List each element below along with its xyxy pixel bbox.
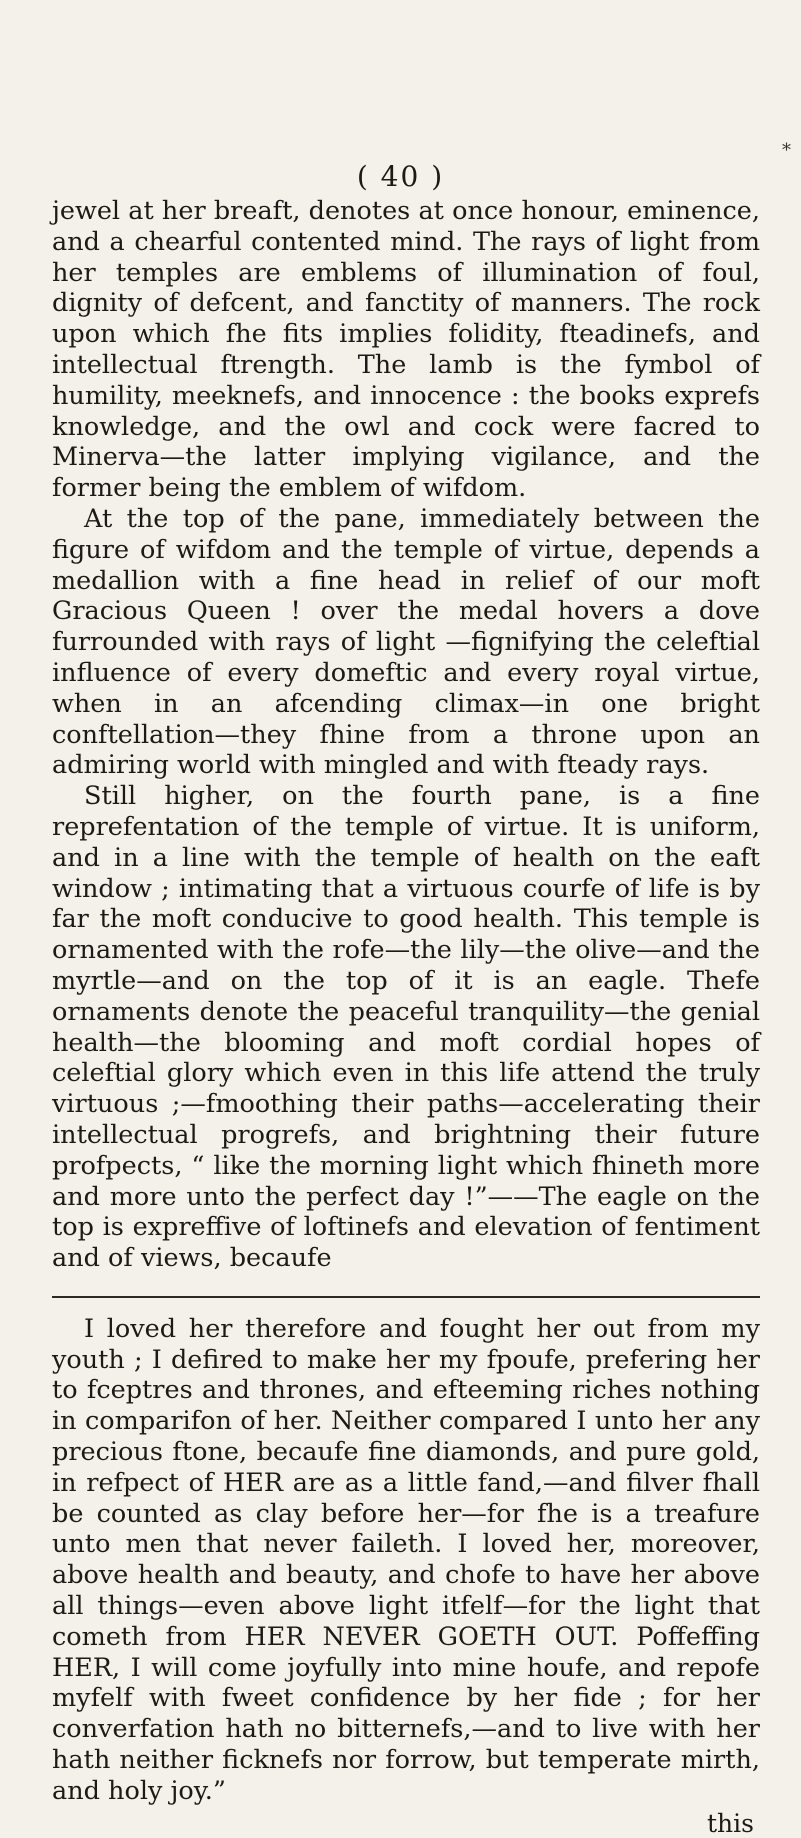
page-number: ( 40 ): [356, 160, 445, 193]
page-body: [52, 160, 760, 1838]
paragraph-3: Still higher, on the fourth pane, is a fine reprefentation of the temple of virtue. It is uniform, and in a line with the temple of health on the eaft window ; intimating that a virtuous courfe of life is by far the moft conducive to good health. This temple is ornamented with the rofe—the lily—the olive—and the myrtle—and on the top of it is an eagle. Thefe ornaments denote the peaceful tranquility—the genial health—the blooming and moft cordial hopes of celeftial glory which even in this life attend the truly virtuous ;—fmoothing their paths—accelerating their intellectual progrefs, and brightning their future profpects, “ like the morning light which fhineth more and more unto the perfect day !”——The eagle on the top is expreffive of loftinefs and elevation of fentiment and of views, becaufe: [52, 781, 760, 1274]
paragraph-1: jewel at her breaft, denotes at once honour, eminence, and a chearful contented mind. The rays of light from her temples are emblems of illumination of foul, dignity of defcent, and fanctity of manners. The rock upon which fhe fits implies folidity, fteadinefs, and intellectual ftrength. The lamb is the fymbol of humility, meeknefs, and innocence : the books exprefs knowledge, and the owl and cock were facred to Minerva—the latter implying vigilance, and the former being the emblem of wifdom.: [52, 196, 760, 504]
paragraph-2: At the top of the pane, immediately between the figure of wifdom and the temple of virtue, depends a medallion with a fine head in relief of our moft Gracious Queen ! over the medal hovers a dove furrounded with rays of light —fignifying the celeftial influence of every domeftic and every royal virtue, when in an afcending climax—in one bright conftellation—they fhine from a throne upon an admiring world with mingled and with fteady rays.: [52, 503, 760, 781]
corner-mark: *: [782, 140, 791, 161]
catchword: this: [707, 1808, 754, 1838]
footnote-divider: [52, 1296, 760, 1298]
footnote-text: I loved her therefore and fought her out from my youth ; I defired to make her my fpoufe, prefering her to fceptres and thrones, and efteeming riches nothing in comparifon of her. Neither compared I unto her any precious ftone, becaufe fine diamonds, and pure gold, in refpect of HER are as a little fand,—and filver fhall be counted as clay before her—for fhe is a treafure unto men that never faileth. I loved her, moreover, above health and beauty, and chofe to have her above all things—even above light itfelf—for the light that cometh from HER NEVER GOETH OUT. Poffeffing HER, I will come joyfully into mine houfe, and repofe myfelf with fweet confidence by her fide ; for her converfation hath no bitternefs,—and to live with her hath neither ficknefs nor forrow, but temperate mirth, and holy joy.”: [52, 1313, 760, 1806]
